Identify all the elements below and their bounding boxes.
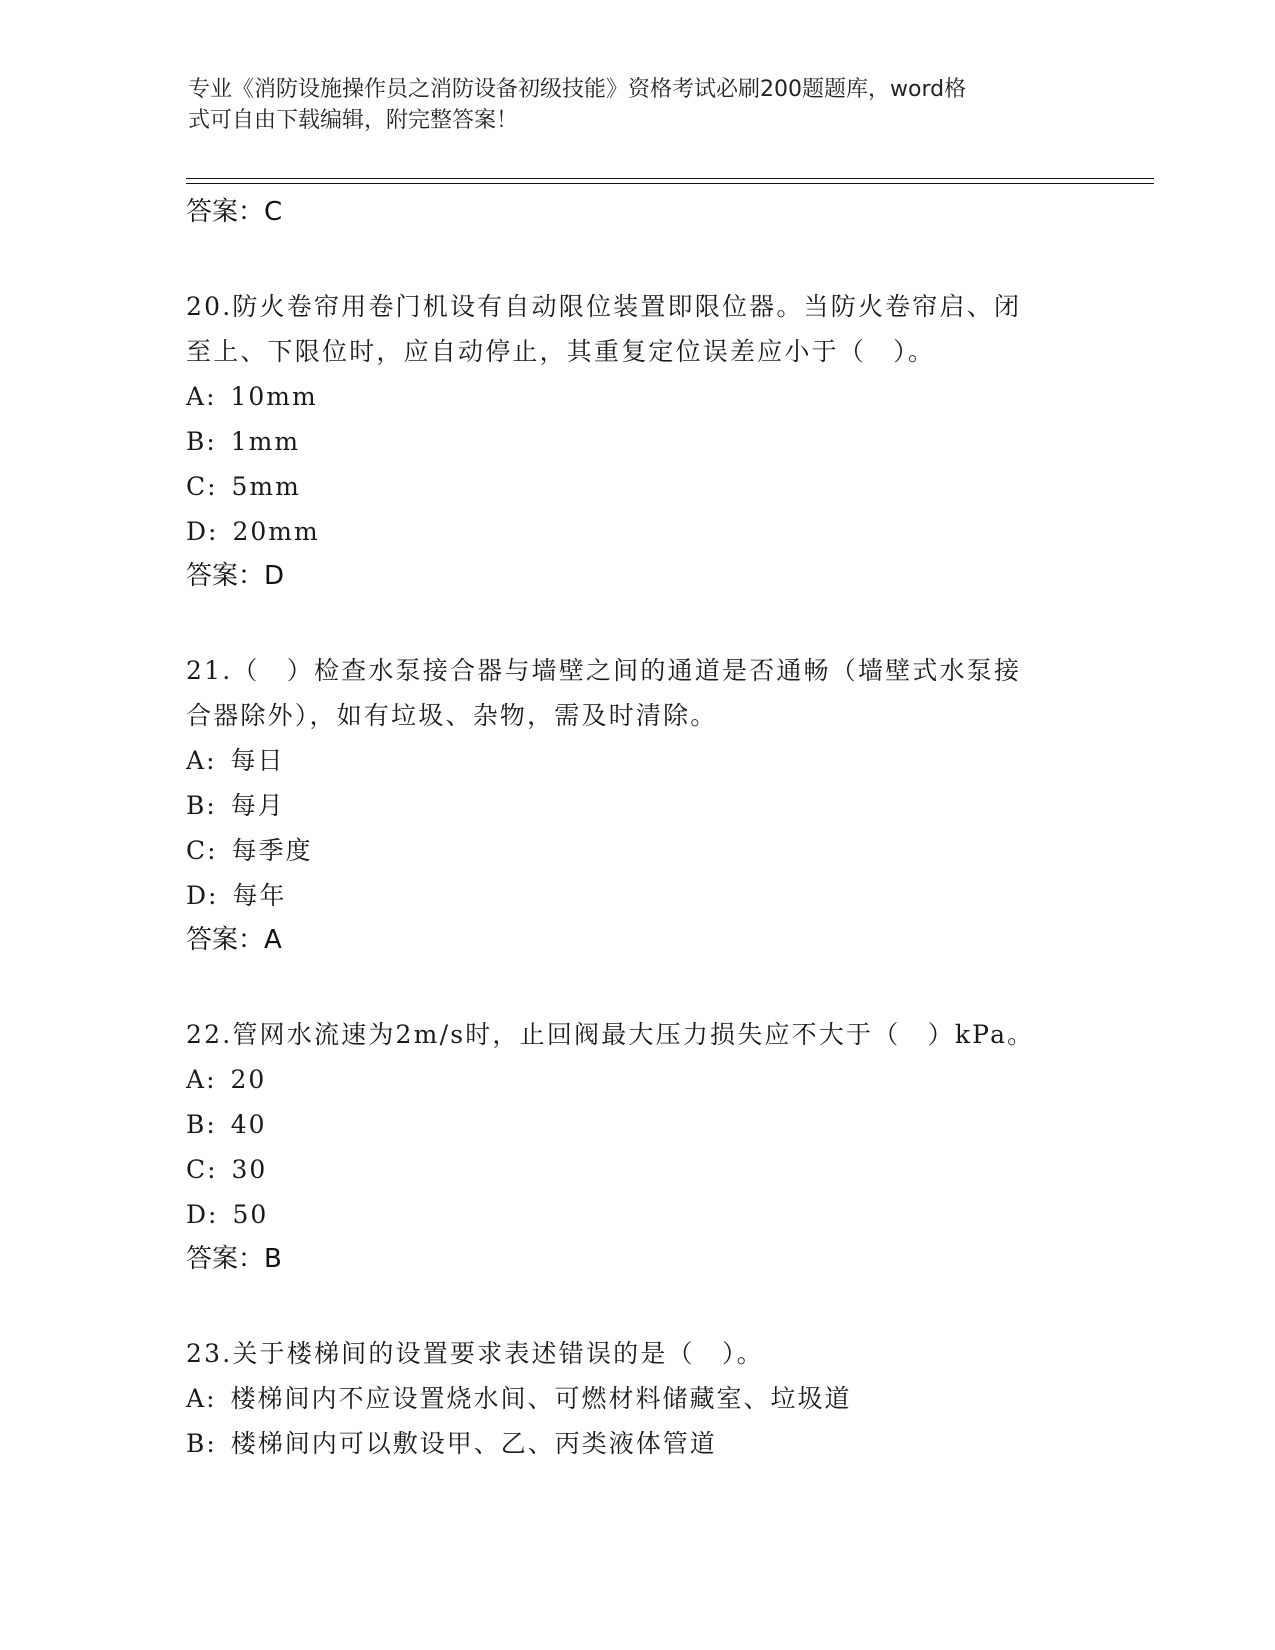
- question-list: [186, 190, 1086, 1466]
- answer-line: 答案：D: [186, 561, 285, 591]
- option-key: A: [186, 746, 207, 775]
- option-key: C: [186, 1155, 208, 1184]
- spacer: [186, 1281, 1086, 1331]
- option-c: C: 30: [186, 1155, 268, 1184]
- option-text: 20mm: [232, 517, 320, 546]
- option-b: B: 40: [186, 1110, 267, 1139]
- option-d: D: 每年: [186, 881, 287, 910]
- question-block: [186, 1012, 1086, 1281]
- question-block: [186, 648, 1086, 962]
- option-text: 40: [230, 1110, 267, 1139]
- question-block: [186, 1331, 1086, 1466]
- question-stem-line: 至上、下限位时，应自动停止，其重复定位误差应小于（ ）。: [186, 337, 936, 366]
- option-text: 楼梯间内可以敷设甲、乙、丙类液体管道: [230, 1429, 717, 1458]
- header-divider-top: [186, 178, 1154, 179]
- option-key: C: [186, 836, 208, 865]
- option-key: A: [186, 382, 207, 411]
- option-text: 每年: [232, 881, 287, 910]
- option-text: 20: [230, 1065, 267, 1094]
- option-key: B: [186, 1110, 207, 1139]
- option-text: 每月: [230, 791, 285, 820]
- option-key: B: [186, 791, 207, 820]
- question-stem-line: 21.（ ）检查水泵接合器与墙壁之间的通道是否通畅（墙壁式水泵接: [186, 656, 1022, 685]
- option-text: 5mm: [231, 472, 301, 501]
- option-b: B: 楼梯间内可以敷设甲、乙、丙类液体管道: [186, 1429, 717, 1458]
- option-a: A: 每日: [186, 746, 285, 775]
- answer-line: 答案：C: [186, 197, 283, 227]
- spacer: [186, 962, 1086, 1012]
- option-key: D: [186, 517, 209, 546]
- question-stem-line: 20.防火卷帘用卷门机设有自动限位装置即限位器。当防火卷帘启、闭: [186, 292, 1022, 321]
- option-text: 50: [232, 1200, 269, 1229]
- option-key: D: [186, 881, 209, 910]
- option-key: D: [186, 1200, 209, 1229]
- option-c: C: 每季度: [186, 836, 313, 865]
- question-block: [186, 284, 1086, 598]
- option-key: A: [186, 1384, 207, 1413]
- question-stem-line: 23.关于楼梯间的设置要求表述错误的是（ ）。: [186, 1339, 764, 1368]
- question-stem-line: 22.管网水流速为2m/s时，止回阀最大压力损失应不大于（ ）kPa。: [186, 1020, 1035, 1049]
- header-line-2: 式可自由下载编辑，附完整答案！: [188, 108, 519, 133]
- option-b: B: 1mm: [186, 427, 301, 456]
- option-key: A: [186, 1065, 207, 1094]
- question-stem-line: 合器除外），如有垃圾、杂物，需及时清除。: [186, 701, 718, 730]
- option-text: 30: [231, 1155, 268, 1184]
- option-text: 每季度: [231, 836, 313, 865]
- option-text: 每日: [230, 746, 285, 775]
- option-key: B: [186, 427, 207, 456]
- option-text: 10mm: [230, 382, 318, 411]
- document-header: [188, 74, 1088, 136]
- option-a: A: 20: [186, 1065, 267, 1094]
- spacer: [186, 598, 1086, 648]
- option-d: D: 50: [186, 1200, 269, 1229]
- option-b: B: 每月: [186, 791, 285, 820]
- answer-line: 答案：B: [186, 1244, 282, 1274]
- option-text: 楼梯间内不应设置烧水间、可燃材料储藏室、垃圾道: [230, 1384, 852, 1413]
- header-divider-bottom: [186, 183, 1154, 184]
- option-key: B: [186, 1429, 207, 1458]
- option-c: C: 5mm: [186, 472, 301, 501]
- spacer: [186, 234, 1086, 284]
- option-d: D: 20mm: [186, 517, 320, 546]
- answer-line: 答案：A: [186, 925, 282, 955]
- option-a: A: 10mm: [186, 382, 318, 411]
- option-a: A: 楼梯间内不应设置烧水间、可燃材料储藏室、垃圾道: [186, 1384, 852, 1413]
- header-line-1: 专业《消防设施操作员之消防设备初级技能》资格考试必刷200题题库，word格: [188, 77, 967, 102]
- option-key: C: [186, 472, 208, 501]
- option-text: 1mm: [230, 427, 301, 456]
